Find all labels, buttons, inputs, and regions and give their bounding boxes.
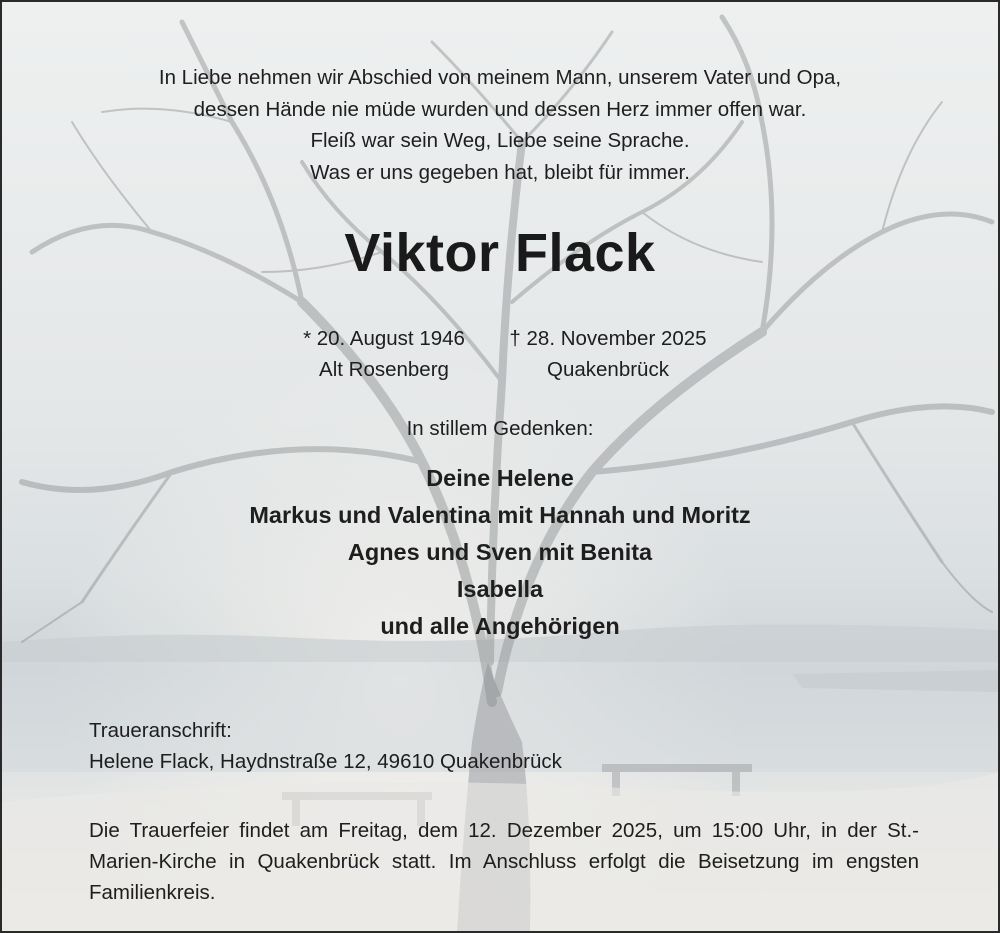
ceremony-info: Die Trauerfeier findet am Freitag, dem 12. Dezember 2025, um 15:00 Uhr, in der St.-Marien-Kirche in Quakenbrück statt. Im Anschluss erfolgt die Beisetzung im engsten Familienkreis. bbox=[89, 819, 919, 904]
mourning-address bbox=[89, 715, 562, 777]
mourners-list bbox=[2, 460, 998, 645]
address-line: Helene Flack, Haydnstraße 12, 49610 Quakenbrück bbox=[89, 750, 562, 773]
deceased-name: Viktor Flack bbox=[344, 223, 656, 283]
poem-line: Was er uns gegeben hat, bleibt für immer. bbox=[310, 160, 690, 184]
birth-info bbox=[274, 323, 494, 385]
mourner-line: Agnes und Sven mit Benita bbox=[347, 539, 653, 565]
death-info bbox=[498, 323, 718, 385]
poem-line: In Liebe nehmen wir Abschied von meinem Mann, unserem Vater und Opa, bbox=[158, 66, 842, 89]
birth-date: * 20. August 1946 bbox=[303, 327, 465, 350]
memory-intro: In stillem Gedenken: bbox=[406, 417, 594, 440]
mourner-line: Markus und Valentina mit Hannah und Moritz bbox=[249, 502, 751, 528]
poem-line: Fleiß war sein Weg, Liebe seine Sprache. bbox=[310, 129, 690, 152]
death-place: Quakenbrück bbox=[547, 358, 669, 381]
death-date: † 28. November 2025 bbox=[509, 327, 707, 350]
opening-poem bbox=[2, 62, 998, 188]
mourner-line: Deine Helene bbox=[426, 465, 574, 491]
birth-place: Alt Rosenberg bbox=[319, 358, 449, 381]
mourner-line: und alle Angehörigen bbox=[380, 613, 620, 639]
address-label: Traueranschrift: bbox=[89, 719, 232, 742]
poem-line: dessen Hände nie müde wurden und dessen Herz immer offen war. bbox=[193, 97, 807, 121]
mourner-line: Isabella bbox=[456, 576, 544, 602]
